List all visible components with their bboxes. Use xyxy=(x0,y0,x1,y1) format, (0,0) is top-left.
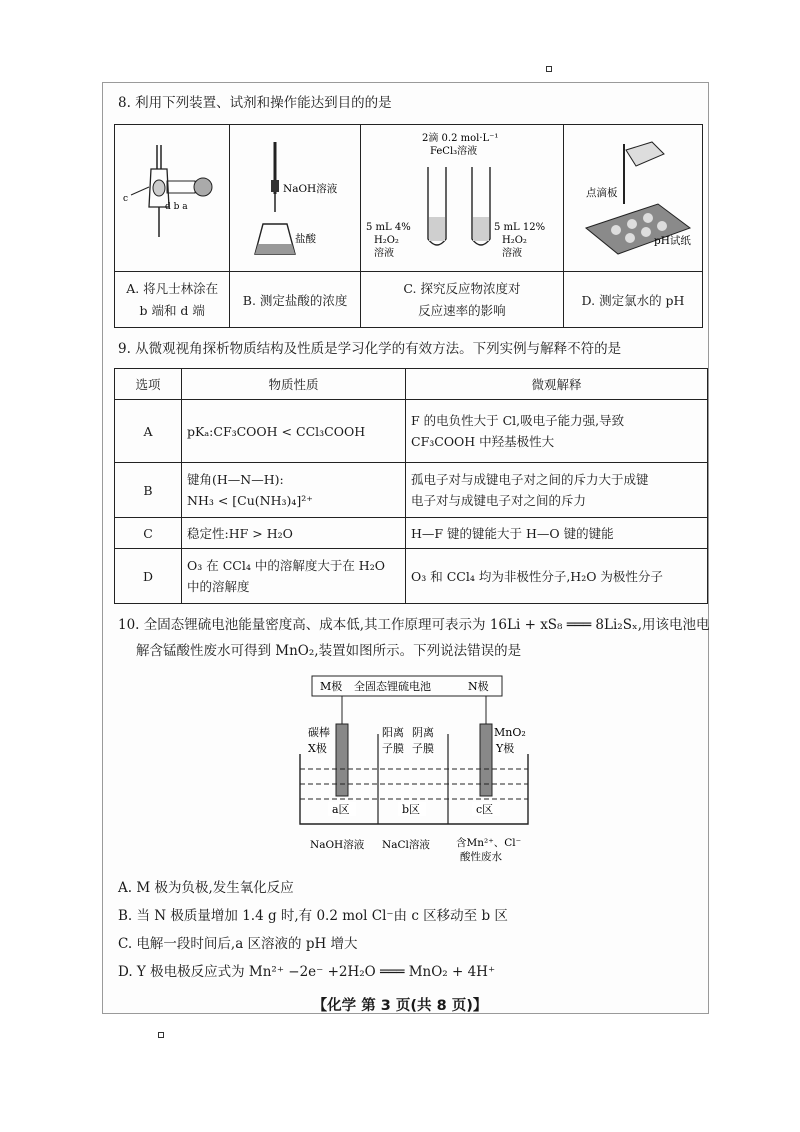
q8-figure-c xyxy=(360,125,563,272)
svg-text:M极: M极 xyxy=(320,680,343,693)
q9-stem: 9. 从微观视角探析物质结构及性质是学习化学的有效方法。下列实例与解释不符的是 xyxy=(118,341,622,357)
q10-option-d[interactable]: D. Y 极电极反应式为 Mn²⁺ −2e⁻ +2H₂O ═══ MnO₂ + 4H⁺ xyxy=(118,964,496,980)
test-tubes-figure xyxy=(362,127,562,267)
q8-figure-a xyxy=(115,125,230,272)
svg-text:N极: N极 xyxy=(468,680,489,693)
q9-row-d[interactable]: D O₃ 在 CCl₄ 中的溶解度大于在 H₂O 中的溶解度 O₃ 和 CCl₄ 均为非极性分子,H₂O 为极性分子 xyxy=(115,549,708,604)
svg-text:Y极: Y极 xyxy=(496,742,515,755)
svg-text:子膜: 子膜 xyxy=(382,742,404,755)
q8-option-d[interactable]: D. 测定氯水的 pH xyxy=(564,272,703,328)
burette-stopcock-figure xyxy=(117,137,227,257)
corner-mark-top xyxy=(546,66,552,72)
svg-text:H₂O₂: H₂O₂ xyxy=(373,234,399,246)
electrolysis-diagram xyxy=(290,674,530,864)
svg-text:a区: a区 xyxy=(332,803,350,816)
q8-option-c[interactable]: C. 探究反应物浓度对 反应速率的影响 xyxy=(360,272,563,328)
svg-text:全固态锂硫电池: 全固态锂硫电池 xyxy=(354,680,431,693)
q9-header-option: 选项 xyxy=(115,369,182,400)
q8-stem: 8. 利用下列装置、试剂和操作能达到目的的是 xyxy=(118,95,392,111)
q9-header-property: 物质性质 xyxy=(182,369,406,400)
q9-table xyxy=(114,368,708,604)
page-footer: 【化学 第 3 页(共 8 页)】 xyxy=(312,998,488,1014)
svg-text:5 mL 12%: 5 mL 12% xyxy=(493,221,545,233)
svg-text:子膜: 子膜 xyxy=(412,742,434,755)
svg-text:c: c xyxy=(123,193,129,204)
svg-text:溶液: 溶液 xyxy=(373,247,394,259)
spot-plate-figure xyxy=(566,132,701,262)
svg-text:溶液: 溶液 xyxy=(501,247,522,259)
svg-text:NaOH溶液: NaOH溶液 xyxy=(310,839,365,851)
q10-stem-line2: 解含锰酸性废水可得到 MnO₂,装置如图所示。下列说法错误的是 xyxy=(136,643,522,659)
q8-table xyxy=(114,124,703,328)
svg-text:5 mL 4%: 5 mL 4% xyxy=(365,221,411,233)
svg-text:阴离: 阴离 xyxy=(412,726,434,739)
q8-option-a[interactable]: A. 将凡士林涂在 b 端和 d 端 xyxy=(115,272,230,328)
svg-text:NaOH溶液: NaOH溶液 xyxy=(282,182,337,195)
q8-option-b[interactable]: B. 测定盐酸的浓度 xyxy=(230,272,360,328)
svg-text:pH试纸: pH试纸 xyxy=(653,234,691,247)
svg-text:阳离: 阳离 xyxy=(382,726,404,739)
svg-text:MnO₂: MnO₂ xyxy=(494,726,526,739)
q10-option-c[interactable]: C. 电解一段时间后,a 区溶液的 pH 增大 xyxy=(118,936,358,952)
q10-option-a[interactable]: A. M 极为负极,发生氧化反应 xyxy=(118,880,294,896)
svg-text:酸性废水: 酸性废水 xyxy=(460,851,502,863)
corner-mark-bottom xyxy=(158,1032,164,1038)
svg-text:FeCl₃溶液: FeCl₃溶液 xyxy=(429,145,478,157)
q9-row-b[interactable]: B 键角(H—N—H): NH₃ < [Cu(NH₃)₄]²⁺ 孤电子对与成键电子对之间的斥力大于成键 电子对与成键电子对之间的斥力 xyxy=(115,463,708,518)
svg-text:c区: c区 xyxy=(476,803,494,816)
titration-figure xyxy=(233,132,358,262)
svg-text:b区: b区 xyxy=(402,803,421,816)
svg-text:H₂O₂: H₂O₂ xyxy=(501,234,527,246)
svg-text:点滴板: 点滴板 xyxy=(585,186,617,199)
svg-text:碳棒: 碳棒 xyxy=(308,726,330,739)
q8-figure-b xyxy=(230,125,360,272)
q9-row-c[interactable]: C 稳定性:HF > H₂O H—F 键的键能大于 H—O 键的键能 xyxy=(115,518,708,549)
q10-stem-line1: 10. 全固态锂硫电池能量密度高、成本低,其工作原理可表示为 16Li + xS₈ ═══ 8Li₂Sₓ,用该电池电 xyxy=(118,617,710,633)
svg-text:d b a: d b a xyxy=(165,201,188,212)
q9-header-explanation: 微观解释 xyxy=(406,369,708,400)
svg-text:含Mn²⁺、Cl⁻: 含Mn²⁺、Cl⁻ xyxy=(456,837,522,849)
svg-text:NaCl溶液: NaCl溶液 xyxy=(382,839,430,851)
q8-figure-d xyxy=(564,125,703,272)
svg-text:X极: X极 xyxy=(308,742,327,755)
svg-text:2滴 0.2 mol·L⁻¹: 2滴 0.2 mol·L⁻¹ xyxy=(421,132,499,144)
q9-row-a[interactable]: A pKₐ:CF₃COOH < CCl₃COOH F 的电负性大于 Cl,吸电子能力强,导致 CF₃COOH 中羟基极性大 xyxy=(115,400,708,463)
svg-text:盐酸: 盐酸 xyxy=(294,232,316,245)
q10-option-b[interactable]: B. 当 N 极质量增加 1.4 g 时,有 0.2 mol Cl⁻由 c 区移动至 b 区 xyxy=(118,908,508,924)
